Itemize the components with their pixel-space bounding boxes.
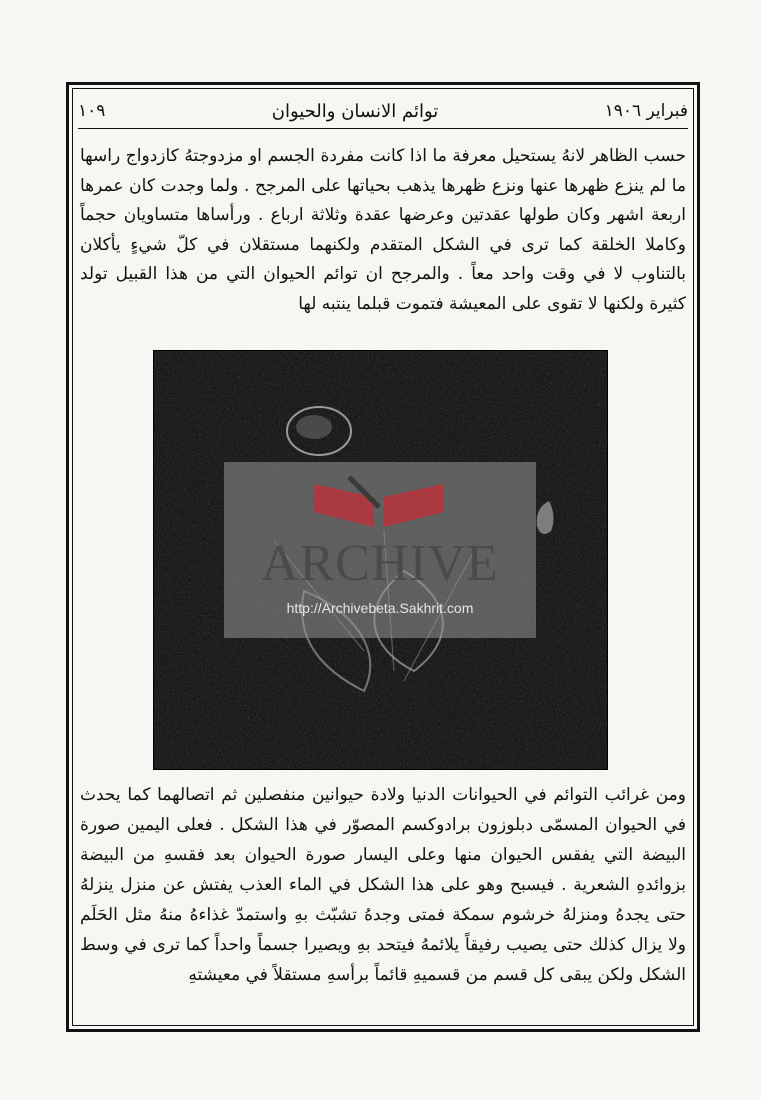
paragraph-bottom: ومن غرائب التوائم في الحيوانات الدنيا ولادة حيوانين منفصلين ثم اتصالهما كما يحدث في الحيوان المسمّى دبلوزون برادوكسم المصوّر في هذا الشكل . فعلى اليمين صورة البيضة التي يفقس الحيوان منها وعلى اليسار صورة الحيوان بعد فقسهِ من البيضة بزوائدهِ الشعرية . فيسبح وهو على هذا الشكل في الماء العذب يفتش عن منزل ينزلهُ حتى يجدهُ ومنزلهُ خرشوم سمكة فمتى وجدهُ تشبّث بهِ واستمدّ غذاءهُ منهُ مثل الحَلَم ولا يزال كذلك حتى يصيب رفيقاً يلائمهُ فيتحد بهِ ويصيرا جسماً واحداً كما ترى في وسط الشكل ولكن يبقى كل قسم من قسميهِ قائماً برأسهِ مستقلاً في معيشتهِ (80, 785, 686, 985)
header-title: توائم الانسان والحيوان (271, 100, 439, 122)
running-header (78, 96, 688, 126)
book-logo-icon (304, 472, 454, 532)
archive-watermark (224, 462, 536, 638)
watermark-url: http://Archivebeta.Sakhrit.com (286, 600, 474, 616)
watermark-text: ARCHIVE (260, 535, 500, 592)
header-rule (78, 128, 688, 129)
paragraph-top: حسب الظاهر لانهُ يستحيل معرفة ما اذا كانت مفردة الجسم او مزدوجتهُ كازدواج راسها ما لم ينزع ظهرها عنها ونزع ظهرها يذهب بحياتها على المرجح . ولما وجدت كان عمرها اربعة اشهر وكان طولها عقدتين وعرضها عقدة وثلاثة ارباع . ورأساها متساويان حجماً وكاملا الخلقة كما ترى في الشكل المتقدم ولكنهما مستقلان في كلّ شيءٍ يأكلان بالتناوب لا في وقت واحد معاً . والمرجح ان توائم الحيوان التي من هذا القبيل تولد كثيرة ولكنها لا تقوى على المعيشة فتموت قبلما ينتبه لها (80, 146, 686, 314)
page-number: ١٠٩ (78, 101, 106, 121)
header-date: فبراير ١٩٠٦ (604, 101, 688, 121)
